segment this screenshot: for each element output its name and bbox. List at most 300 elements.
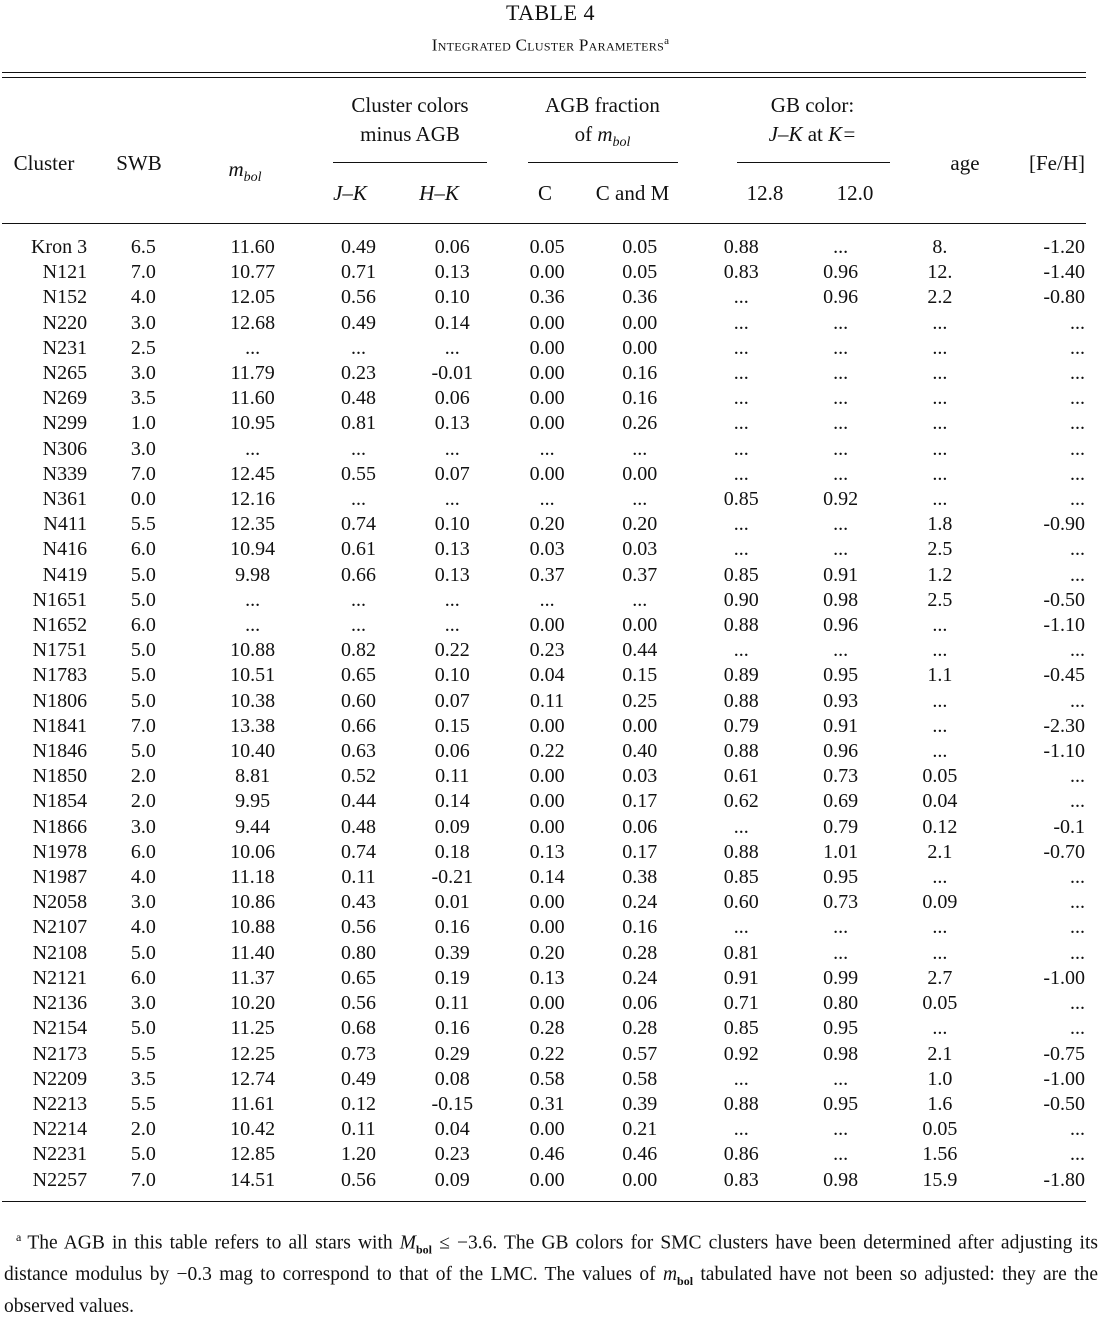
gb-line2-at: at	[802, 122, 829, 146]
cell-agb-cm: 0.15	[622, 664, 658, 687]
table-row	[0, 361, 1101, 386]
cell-swb: 5.5	[130, 1092, 156, 1115]
cell-agb-c: 0.13	[529, 840, 565, 863]
cell-agb-c: 0.00	[529, 412, 565, 435]
cell-hk: 0.01	[434, 891, 470, 914]
cell-age: 2.7	[927, 966, 953, 989]
cell-age: ...	[932, 462, 948, 485]
table-row	[0, 638, 1101, 663]
cell-swb: 6.5	[130, 236, 156, 258]
cell-age: ...	[932, 437, 948, 460]
cell-hk: 0.22	[434, 639, 470, 662]
cell-agb-c: 0.00	[529, 462, 565, 485]
cell-swb: 3.0	[130, 992, 156, 1015]
cell-jk: ...	[351, 437, 366, 460]
header-colors-group-line2: minus AGB	[360, 122, 460, 146]
cell-hk: 0.06	[434, 740, 470, 763]
cell-feh: -0.50	[1043, 588, 1085, 611]
cell-agb-c: 0.46	[529, 1143, 565, 1166]
cell-age: 2.2	[927, 286, 953, 309]
cell-hk: 0.10	[434, 513, 470, 536]
header-mbol	[205, 156, 285, 191]
cell-agb-c: 0.00	[529, 614, 565, 637]
cell-agb-cm: 0.37	[622, 563, 658, 586]
cell-gb-120: 0.69	[823, 790, 859, 813]
table-row	[0, 1117, 1101, 1142]
cell-hk: ...	[444, 488, 460, 511]
header-gb-group-line2	[730, 121, 895, 147]
cell-age: 1.6	[927, 1092, 953, 1115]
cell-gb-120: ...	[833, 412, 849, 435]
table-row	[0, 336, 1101, 361]
cell-swb: 7.0	[130, 462, 156, 485]
cell-age: 0.05	[922, 1118, 958, 1141]
cell-cluster: N265	[42, 362, 88, 385]
cell-age: 1.56	[922, 1143, 958, 1166]
cell-hk: 0.15	[434, 714, 470, 737]
cell-cluster: N1651	[32, 588, 88, 611]
cell-gb-120: ...	[833, 362, 849, 385]
cell-age: 2.5	[927, 588, 953, 611]
cell-gb-128: ...	[733, 311, 749, 334]
cell-cluster: N2173	[32, 1042, 88, 1065]
table-row	[0, 1168, 1101, 1193]
header-c-and-m: C and M	[595, 181, 670, 205]
cell-feh: ...	[1070, 639, 1085, 662]
subtitle-footnote-mark: a	[664, 35, 670, 47]
cell-cluster: N231	[42, 336, 88, 359]
table-row	[0, 1092, 1101, 1117]
cell-jk: ...	[351, 488, 366, 511]
cell-jk: 0.49	[341, 236, 376, 258]
cell-feh: ...	[1070, 488, 1085, 511]
cell-feh: -1.80	[1043, 1168, 1085, 1191]
cell-cluster: N1866	[32, 815, 88, 838]
cell-gb-120: ...	[833, 462, 849, 485]
gb-line2-k: K=	[828, 122, 857, 146]
cell-age: 2.1	[927, 1042, 953, 1065]
cell-swb: 7.0	[130, 1168, 156, 1191]
cell-mbol: 11.18	[230, 866, 275, 889]
header-colors-group-line1: Cluster colors	[351, 93, 469, 117]
cell-agb-cm: 0.00	[622, 714, 658, 737]
cell-hk: 0.06	[434, 236, 470, 258]
table-row	[0, 1042, 1101, 1067]
table-row	[0, 865, 1101, 890]
header-gb-128: 12.8	[746, 181, 784, 205]
cell-swb: 3.0	[130, 362, 156, 385]
cell-mbol: 11.79	[230, 362, 275, 385]
cell-jk: 0.82	[341, 639, 376, 662]
header-feh: [Fe/H]	[1029, 151, 1085, 175]
cell-feh: ...	[1070, 387, 1085, 410]
colors-group-rule	[333, 162, 487, 163]
cell-swb: 5.0	[130, 941, 156, 964]
cell-gb-120: 0.96	[823, 286, 859, 309]
cell-mbol: 12.74	[230, 1067, 276, 1090]
table-row	[0, 462, 1101, 487]
cell-mbol: 10.77	[230, 261, 276, 284]
footnote-m-sub: bol	[677, 1274, 694, 1289]
cell-hk: 0.04	[434, 1118, 470, 1141]
cell-jk: 0.73	[341, 1042, 376, 1065]
cell-jk: 0.11	[341, 866, 376, 889]
cell-agb-c: 0.03	[529, 538, 565, 561]
cell-gb-128: ...	[733, 412, 749, 435]
cell-gb-128: 0.89	[723, 664, 759, 687]
cell-mbol: 12.45	[230, 462, 276, 485]
cell-gb-128: ...	[733, 538, 749, 561]
cell-hk: 0.09	[434, 815, 470, 838]
cell-swb: 3.0	[130, 815, 156, 838]
cell-gb-120: ...	[833, 387, 849, 410]
header-bottom-rule	[2, 223, 1086, 224]
cell-jk: 0.66	[341, 714, 376, 737]
cell-feh: -1.20	[1043, 236, 1085, 258]
cell-agb-c: ...	[539, 588, 555, 611]
cell-gb-128: ...	[733, 336, 749, 359]
cell-agb-cm: ...	[632, 488, 648, 511]
cell-agb-c: 0.00	[529, 311, 565, 334]
table-row	[0, 1016, 1101, 1041]
cell-agb-cm: 0.40	[622, 740, 658, 763]
cell-hk: ...	[444, 437, 460, 460]
cell-cluster: N1806	[32, 689, 88, 712]
cell-hk: 0.19	[434, 966, 470, 989]
cell-gb-128: 0.88	[723, 1092, 759, 1115]
cell-gb-128: ...	[733, 362, 749, 385]
cell-jk: 0.56	[341, 286, 376, 309]
cell-mbol: 10.88	[230, 639, 276, 662]
cell-swb: 5.0	[130, 740, 156, 763]
cell-gb-128: 0.85	[723, 563, 759, 586]
cell-gb-120: ...	[833, 336, 849, 359]
header-cluster: Cluster	[13, 151, 75, 175]
cell-age: ...	[932, 714, 948, 737]
cell-agb-cm: 0.36	[622, 286, 658, 309]
cell-gb-120: 0.99	[823, 966, 859, 989]
cell-mbol: ...	[245, 336, 261, 359]
cell-jk: 0.43	[341, 891, 376, 914]
cell-agb-c: 0.13	[529, 966, 565, 989]
cell-cluster: N2107	[32, 916, 88, 939]
cell-hk: ...	[444, 588, 460, 611]
cell-agb-c: 0.00	[529, 815, 565, 838]
cell-gb-120: 0.96	[823, 614, 859, 637]
cell-age: ...	[932, 1017, 948, 1040]
cell-gb-128: ...	[733, 639, 749, 662]
cell-cluster: N1987	[32, 866, 88, 889]
cell-cluster: N1854	[32, 790, 88, 813]
cell-agb-c: 0.11	[530, 689, 565, 712]
cell-cluster: N306	[42, 437, 88, 460]
cell-hk: 0.13	[434, 412, 470, 435]
cell-feh: -1.40	[1043, 261, 1085, 284]
cell-hk: 0.10	[434, 664, 470, 687]
cell-swb: 5.5	[130, 513, 156, 536]
cell-gb-120: ...	[833, 311, 849, 334]
cell-hk: 0.13	[434, 538, 470, 561]
cell-gb-120: 1.01	[823, 840, 859, 863]
cell-gb-128: 0.92	[723, 1042, 759, 1065]
table-body	[0, 235, 1101, 1193]
cell-jk: 0.66	[341, 563, 376, 586]
cell-mbol: 10.20	[230, 992, 276, 1015]
cell-agb-c: 0.20	[529, 513, 565, 536]
cell-gb-120: 0.98	[823, 588, 859, 611]
cell-gb-120: ...	[833, 1118, 849, 1141]
cell-mbol: ...	[245, 437, 261, 460]
cell-agb-cm: ...	[632, 437, 648, 460]
top-rule	[2, 72, 1086, 73]
footnote-part3: tabulated have not been so adjusted: they are the observed values.	[4, 1264, 1098, 1318]
cell-hk: 0.39	[434, 941, 470, 964]
cell-feh: ...	[1070, 563, 1085, 586]
cell-gb-128: 0.88	[723, 689, 759, 712]
cell-gb-128: 0.71	[723, 992, 759, 1015]
cell-gb-128: ...	[733, 916, 749, 939]
table-row	[0, 512, 1101, 537]
cell-agb-cm: 0.44	[622, 639, 658, 662]
cell-swb: 7.0	[130, 714, 156, 737]
cell-agb-cm: 0.06	[622, 992, 658, 1015]
cell-gb-128: 0.79	[723, 714, 759, 737]
cell-agb-cm: 0.39	[622, 1092, 658, 1115]
cell-cluster: N299	[42, 412, 88, 435]
cell-mbol: 11.37	[230, 966, 275, 989]
cell-gb-128: ...	[733, 1118, 749, 1141]
cell-agb-c: 0.00	[529, 891, 565, 914]
header-agb-group-line1: AGB fraction	[545, 93, 660, 117]
cell-jk: 1.20	[341, 1143, 376, 1166]
table-row	[0, 588, 1101, 613]
table-row	[0, 386, 1101, 411]
cell-swb: 3.0	[130, 437, 156, 460]
cell-agb-c: 0.00	[529, 387, 565, 410]
cell-swb: 2.0	[130, 790, 156, 813]
cell-gb-120: 0.95	[823, 866, 859, 889]
cell-gb-120: 0.98	[823, 1042, 859, 1065]
cell-gb-128: 0.88	[723, 236, 759, 258]
cell-swb: 5.0	[130, 664, 156, 687]
cell-agb-c: 0.00	[529, 261, 565, 284]
cell-hk: 0.06	[434, 387, 470, 410]
header-mbol-m: m	[228, 157, 244, 181]
cell-agb-c: 0.00	[529, 1118, 565, 1141]
cell-cluster: N2209	[32, 1067, 88, 1090]
cell-age: 2.5	[927, 538, 953, 561]
table-row	[0, 437, 1101, 462]
cell-age: 12.	[927, 261, 953, 284]
cell-mbol: 11.40	[230, 941, 275, 964]
table-row	[0, 789, 1101, 814]
cell-hk: ...	[444, 336, 460, 359]
cell-gb-128: 0.61	[723, 765, 759, 788]
cell-gb-128: 0.85	[723, 488, 759, 511]
cell-swb: 6.0	[130, 966, 156, 989]
cell-hk: -0.21	[431, 866, 474, 889]
cell-hk: 0.16	[434, 916, 470, 939]
cell-gb-120: ...	[833, 941, 849, 964]
table-row	[0, 235, 1101, 260]
cell-swb: 7.0	[130, 261, 156, 284]
cell-feh: ...	[1070, 1143, 1085, 1166]
cell-cluster: N2108	[32, 941, 88, 964]
cell-hk: 0.08	[434, 1067, 470, 1090]
cell-agb-c: 0.28	[529, 1017, 565, 1040]
cell-agb-c: 0.23	[529, 639, 565, 662]
cell-mbol: ...	[245, 614, 261, 637]
cell-cluster: N1978	[32, 840, 88, 863]
cell-feh: ...	[1070, 1017, 1085, 1040]
cell-agb-cm: 0.26	[622, 412, 658, 435]
cell-mbol: 8.81	[235, 765, 271, 788]
cell-age: 15.9	[922, 1168, 958, 1191]
cell-agb-cm: 0.06	[622, 815, 658, 838]
cell-feh: -0.70	[1043, 840, 1085, 863]
table-row	[0, 1067, 1101, 1092]
cell-gb-128: 0.85	[723, 866, 759, 889]
cell-mbol: 12.05	[230, 286, 276, 309]
cell-hk: 0.14	[434, 790, 470, 813]
cell-feh: ...	[1070, 765, 1085, 788]
cell-jk: 0.52	[341, 765, 376, 788]
cell-agb-c: 0.00	[529, 714, 565, 737]
agb-line2-sub: bol	[612, 135, 631, 151]
cell-age: 0.12	[922, 815, 958, 838]
cell-age: ...	[932, 412, 948, 435]
cell-jk: 0.80	[341, 941, 376, 964]
table-title: TABLE 4	[505, 0, 596, 25]
cell-age: ...	[932, 866, 948, 889]
cell-gb-120: 0.73	[823, 891, 859, 914]
cell-gb-120: 0.93	[823, 689, 859, 712]
cell-hk: 0.09	[434, 1168, 470, 1191]
cell-agb-c: 0.22	[529, 740, 565, 763]
cell-mbol: 10.94	[230, 538, 276, 561]
cell-mbol: ...	[245, 588, 261, 611]
cell-hk: -0.01	[431, 362, 474, 385]
cell-agb-c: 0.00	[529, 916, 565, 939]
cell-agb-cm: 0.28	[622, 941, 658, 964]
cell-age: ...	[932, 941, 948, 964]
cell-gb-120: 0.91	[823, 563, 859, 586]
cell-cluster: N339	[42, 462, 88, 485]
cell-jk: 0.56	[341, 1168, 376, 1191]
subtitle-text: Integrated Cluster Parameters	[431, 35, 665, 55]
cell-jk: 0.65	[341, 966, 376, 989]
cell-jk: 0.60	[341, 689, 376, 712]
cell-feh: -1.10	[1043, 614, 1085, 637]
cell-feh: -0.45	[1043, 664, 1085, 687]
cell-jk: 0.44	[341, 790, 376, 813]
cell-agb-cm: 0.17	[622, 840, 658, 863]
cell-agb-cm: 0.57	[622, 1042, 658, 1065]
cell-mbol: 9.95	[235, 790, 271, 813]
table-subtitle	[0, 35, 1101, 56]
table-row	[0, 1142, 1101, 1167]
cell-jk: 0.55	[341, 462, 376, 485]
cell-swb: 1.0	[130, 412, 156, 435]
cell-agb-cm: 0.05	[622, 261, 658, 284]
footnote-mark: a	[16, 1230, 22, 1244]
header-c: C	[537, 181, 552, 205]
cell-age: ...	[932, 311, 948, 334]
footer-rule	[2, 1201, 1086, 1202]
cell-swb: 5.0	[130, 1017, 156, 1040]
cell-gb-120: ...	[833, 1143, 849, 1166]
cell-gb-120: 0.92	[823, 488, 859, 511]
cell-agb-cm: 0.16	[622, 387, 658, 410]
cell-cluster: N220	[42, 311, 88, 334]
cell-cluster: N416	[42, 538, 88, 561]
cell-age: 0.04	[922, 790, 958, 813]
cell-cluster: N1850	[32, 765, 88, 788]
cell-jk: 0.81	[341, 412, 376, 435]
agb-line2-prefix: of	[574, 122, 598, 146]
cell-age: 1.2	[927, 563, 953, 586]
cell-jk: 0.63	[341, 740, 376, 763]
cell-feh: -0.80	[1043, 286, 1085, 309]
cell-hk: 0.14	[434, 311, 470, 334]
cell-agb-cm: 0.21	[622, 1118, 658, 1141]
cell-agb-cm: 0.03	[622, 765, 658, 788]
cell-gb-120: 0.73	[823, 765, 859, 788]
cell-age: ...	[932, 336, 948, 359]
cell-agb-c: 0.14	[529, 866, 565, 889]
cell-mbol: 11.60	[230, 387, 275, 410]
cell-swb: 6.0	[130, 538, 156, 561]
cell-cluster: N269	[42, 387, 88, 410]
cell-jk: 0.12	[341, 1092, 376, 1115]
cell-jk: 0.11	[341, 1118, 376, 1141]
cell-mbol: 10.42	[230, 1118, 276, 1141]
table-row	[0, 411, 1101, 436]
cell-feh: ...	[1070, 1118, 1085, 1141]
cell-jk: 0.68	[341, 1017, 376, 1040]
cell-mbol: 10.38	[230, 689, 276, 712]
cell-jk: 0.23	[341, 362, 376, 385]
cell-agb-c: ...	[539, 488, 555, 511]
table-row	[0, 739, 1101, 764]
cell-agb-c: ...	[539, 437, 555, 460]
cell-gb-120: 0.91	[823, 714, 859, 737]
cell-gb-128: 0.81	[723, 941, 759, 964]
table-row	[0, 563, 1101, 588]
cell-agb-c: 0.00	[529, 992, 565, 1015]
cell-swb: 3.0	[130, 311, 156, 334]
cell-jk: 0.65	[341, 664, 376, 687]
cell-agb-cm: 0.28	[622, 1017, 658, 1040]
header-agb-group-line2	[520, 121, 685, 156]
cell-swb: 2.0	[130, 1118, 156, 1141]
cell-feh: ...	[1070, 336, 1085, 359]
cell-hk: 0.16	[434, 1017, 470, 1040]
cell-feh: ...	[1070, 689, 1085, 712]
cell-gb-128: ...	[733, 1067, 749, 1090]
cell-gb-128: 0.60	[723, 891, 759, 914]
cell-mbol: 10.86	[230, 891, 276, 914]
table-row	[0, 537, 1101, 562]
cell-agb-cm: 0.20	[622, 513, 658, 536]
cell-jk: 0.56	[341, 992, 376, 1015]
cell-swb: 5.0	[130, 639, 156, 662]
cell-feh: ...	[1070, 362, 1085, 385]
cell-feh: ...	[1070, 412, 1085, 435]
cell-swb: 5.5	[130, 1042, 156, 1065]
cell-swb: 4.0	[130, 286, 156, 309]
cell-feh: ...	[1070, 462, 1085, 485]
